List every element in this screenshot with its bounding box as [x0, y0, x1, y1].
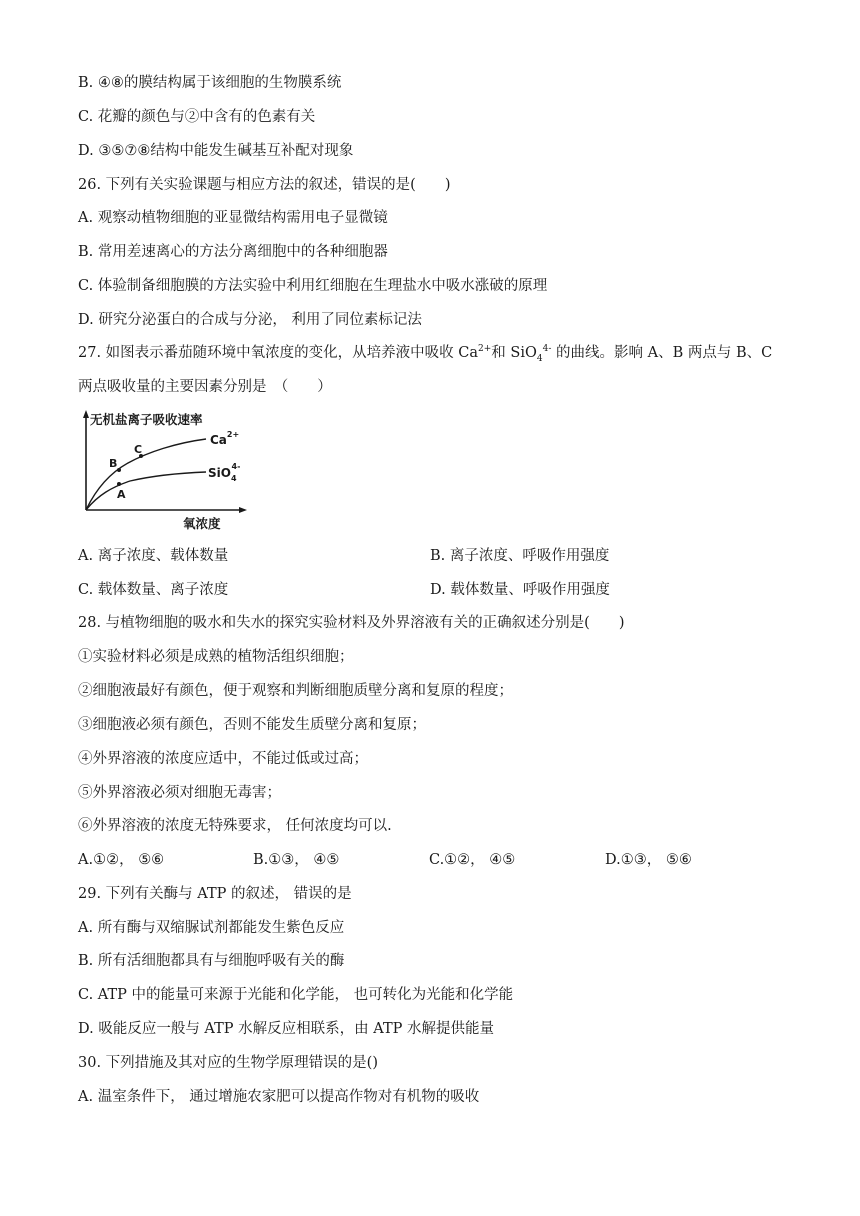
- q28-option-a: A.①②， ⑤⑥: [78, 852, 165, 868]
- q27-stem-part2: 和 SiO: [491, 345, 537, 361]
- q27-option-d: D. 载体数量、呼吸作用强度: [430, 582, 610, 598]
- q28-statement-2: ②细胞液最好有颜色，便于观察和判断细胞质壁分离和复原的程度；: [78, 683, 513, 699]
- q27-option-c: C. 载体数量、离子浓度: [78, 582, 229, 598]
- ca-charge: 2+: [478, 344, 492, 354]
- si-subscript: 4: [536, 353, 543, 364]
- point-b-label: B: [109, 457, 118, 470]
- q29-stem: 29. 下列有关酶与 ATP 的叙述， 错误的是: [78, 886, 352, 902]
- q26-option-b: B. 常用差速离心的方法分离细胞中的各种细胞器: [78, 244, 388, 260]
- sio4-series-subscript: 4: [230, 474, 237, 483]
- q26-option-d: D. 研究分泌蛋白的合成与分泌， 利用了同位素标记法: [78, 312, 422, 328]
- q26-option-a: A. 观察动植物细胞的亚显微结构需用电子显微镜: [78, 210, 388, 226]
- point-a-label: A: [117, 488, 126, 501]
- q29-option-b: B. 所有活细胞都具有与细胞呼吸有关的酶: [78, 953, 345, 969]
- q28-statement-1: ①实验材料必须是成熟的植物活组织细胞；: [78, 649, 354, 665]
- q28-statement-3: ③细胞液必须有颜色，否则不能发生质壁分离和复原；: [78, 717, 426, 733]
- q28-option-b: B.①③， ④⑤: [253, 852, 340, 868]
- q26-option-c: C. 体验制备细胞膜的方法实验中利用红细胞在生理盐水中吸水涨破的原理: [78, 278, 548, 294]
- q27-stem-line1: [78, 343, 772, 363]
- q28-option-d: D.①③， ⑤⑥: [605, 852, 692, 868]
- ca-series-label: [210, 430, 239, 447]
- q30-stem: 30. 下列措施及其对应的生物学原理错误的是(): [78, 1055, 378, 1071]
- q28-statement-5: ⑤外界溶液必须对细胞无毒害；: [78, 785, 281, 801]
- y-axis-label: 无机盐离子吸收速率: [90, 412, 203, 427]
- q25-option-b: B. ④⑧的膜结构属于该细胞的生物膜系统: [78, 75, 342, 91]
- ca-curve: [86, 439, 206, 510]
- ca-series-main: Ca: [210, 433, 227, 447]
- point-b: [117, 468, 121, 472]
- q27-option-b: B. 离子浓度、呼吸作用强度: [430, 548, 610, 564]
- point-a: [117, 482, 121, 486]
- point-c-label: C: [134, 443, 143, 456]
- q25-option-c: C. 花瓣的颜色与②中含有的色素有关: [78, 109, 316, 125]
- q28-statement-6: ⑥外界溶液的浓度无特殊要求， 任何浓度均可以.: [78, 818, 392, 834]
- q27-stem-line2: 两点吸收量的主要因素分别是 （ ）: [78, 379, 332, 395]
- q29-option-d: D. 吸能反应一般与 ATP 水解反应相联系，由 ATP 水解提供能量: [78, 1021, 494, 1037]
- q29-option-a: A. 所有酶与双缩脲试剂都能发生紫色反应: [78, 920, 345, 936]
- sio4-curve: [86, 472, 206, 510]
- oxygen-absorption-chart: [76, 407, 256, 532]
- ca-series-charge: 2+: [226, 430, 240, 439]
- sio4-series-label: [208, 462, 240, 483]
- x-axis-label: 氧浓度: [183, 516, 221, 531]
- q28-statement-4: ④外界溶液的浓度应适中，不能过低或过高；: [78, 751, 368, 767]
- q25-option-d: D. ③⑤⑦⑧结构中能发生碱基互补配对现象: [78, 143, 354, 159]
- q29-option-c: C. ATP 中的能量可来源于光能和化学能， 也可转化为光能和化学能: [78, 987, 514, 1003]
- q28-stem: 28. 与植物细胞的吸水和失水的探究实验材料及外界溶液有关的正确叙述分别是( ): [78, 615, 625, 631]
- sio4-series-charge: 4-: [231, 462, 241, 471]
- q27-stem-part1: 27. 如图表示番茄随环境中氧浓度的变化，从培养液中吸收 Ca: [78, 345, 479, 361]
- x-axis-arrow: [239, 507, 247, 513]
- q27-stem-part3: 的曲线。影响 A、B 两点与 B、C: [551, 345, 773, 361]
- q27-option-a: A. 离子浓度、载体数量: [78, 548, 229, 564]
- q30-option-a: A. 温室条件下， 通过增施农家肥可以提高作物对有机物的吸收: [78, 1089, 480, 1105]
- y-axis-arrow: [83, 410, 89, 418]
- q26-stem: 26. 下列有关实验课题与相应方法的叙述，错误的是( ): [78, 177, 451, 193]
- q28-option-c: C.①②， ④⑤: [429, 852, 516, 868]
- sio4-series-main: SiO: [208, 466, 231, 480]
- si-charge: 4-: [542, 344, 552, 354]
